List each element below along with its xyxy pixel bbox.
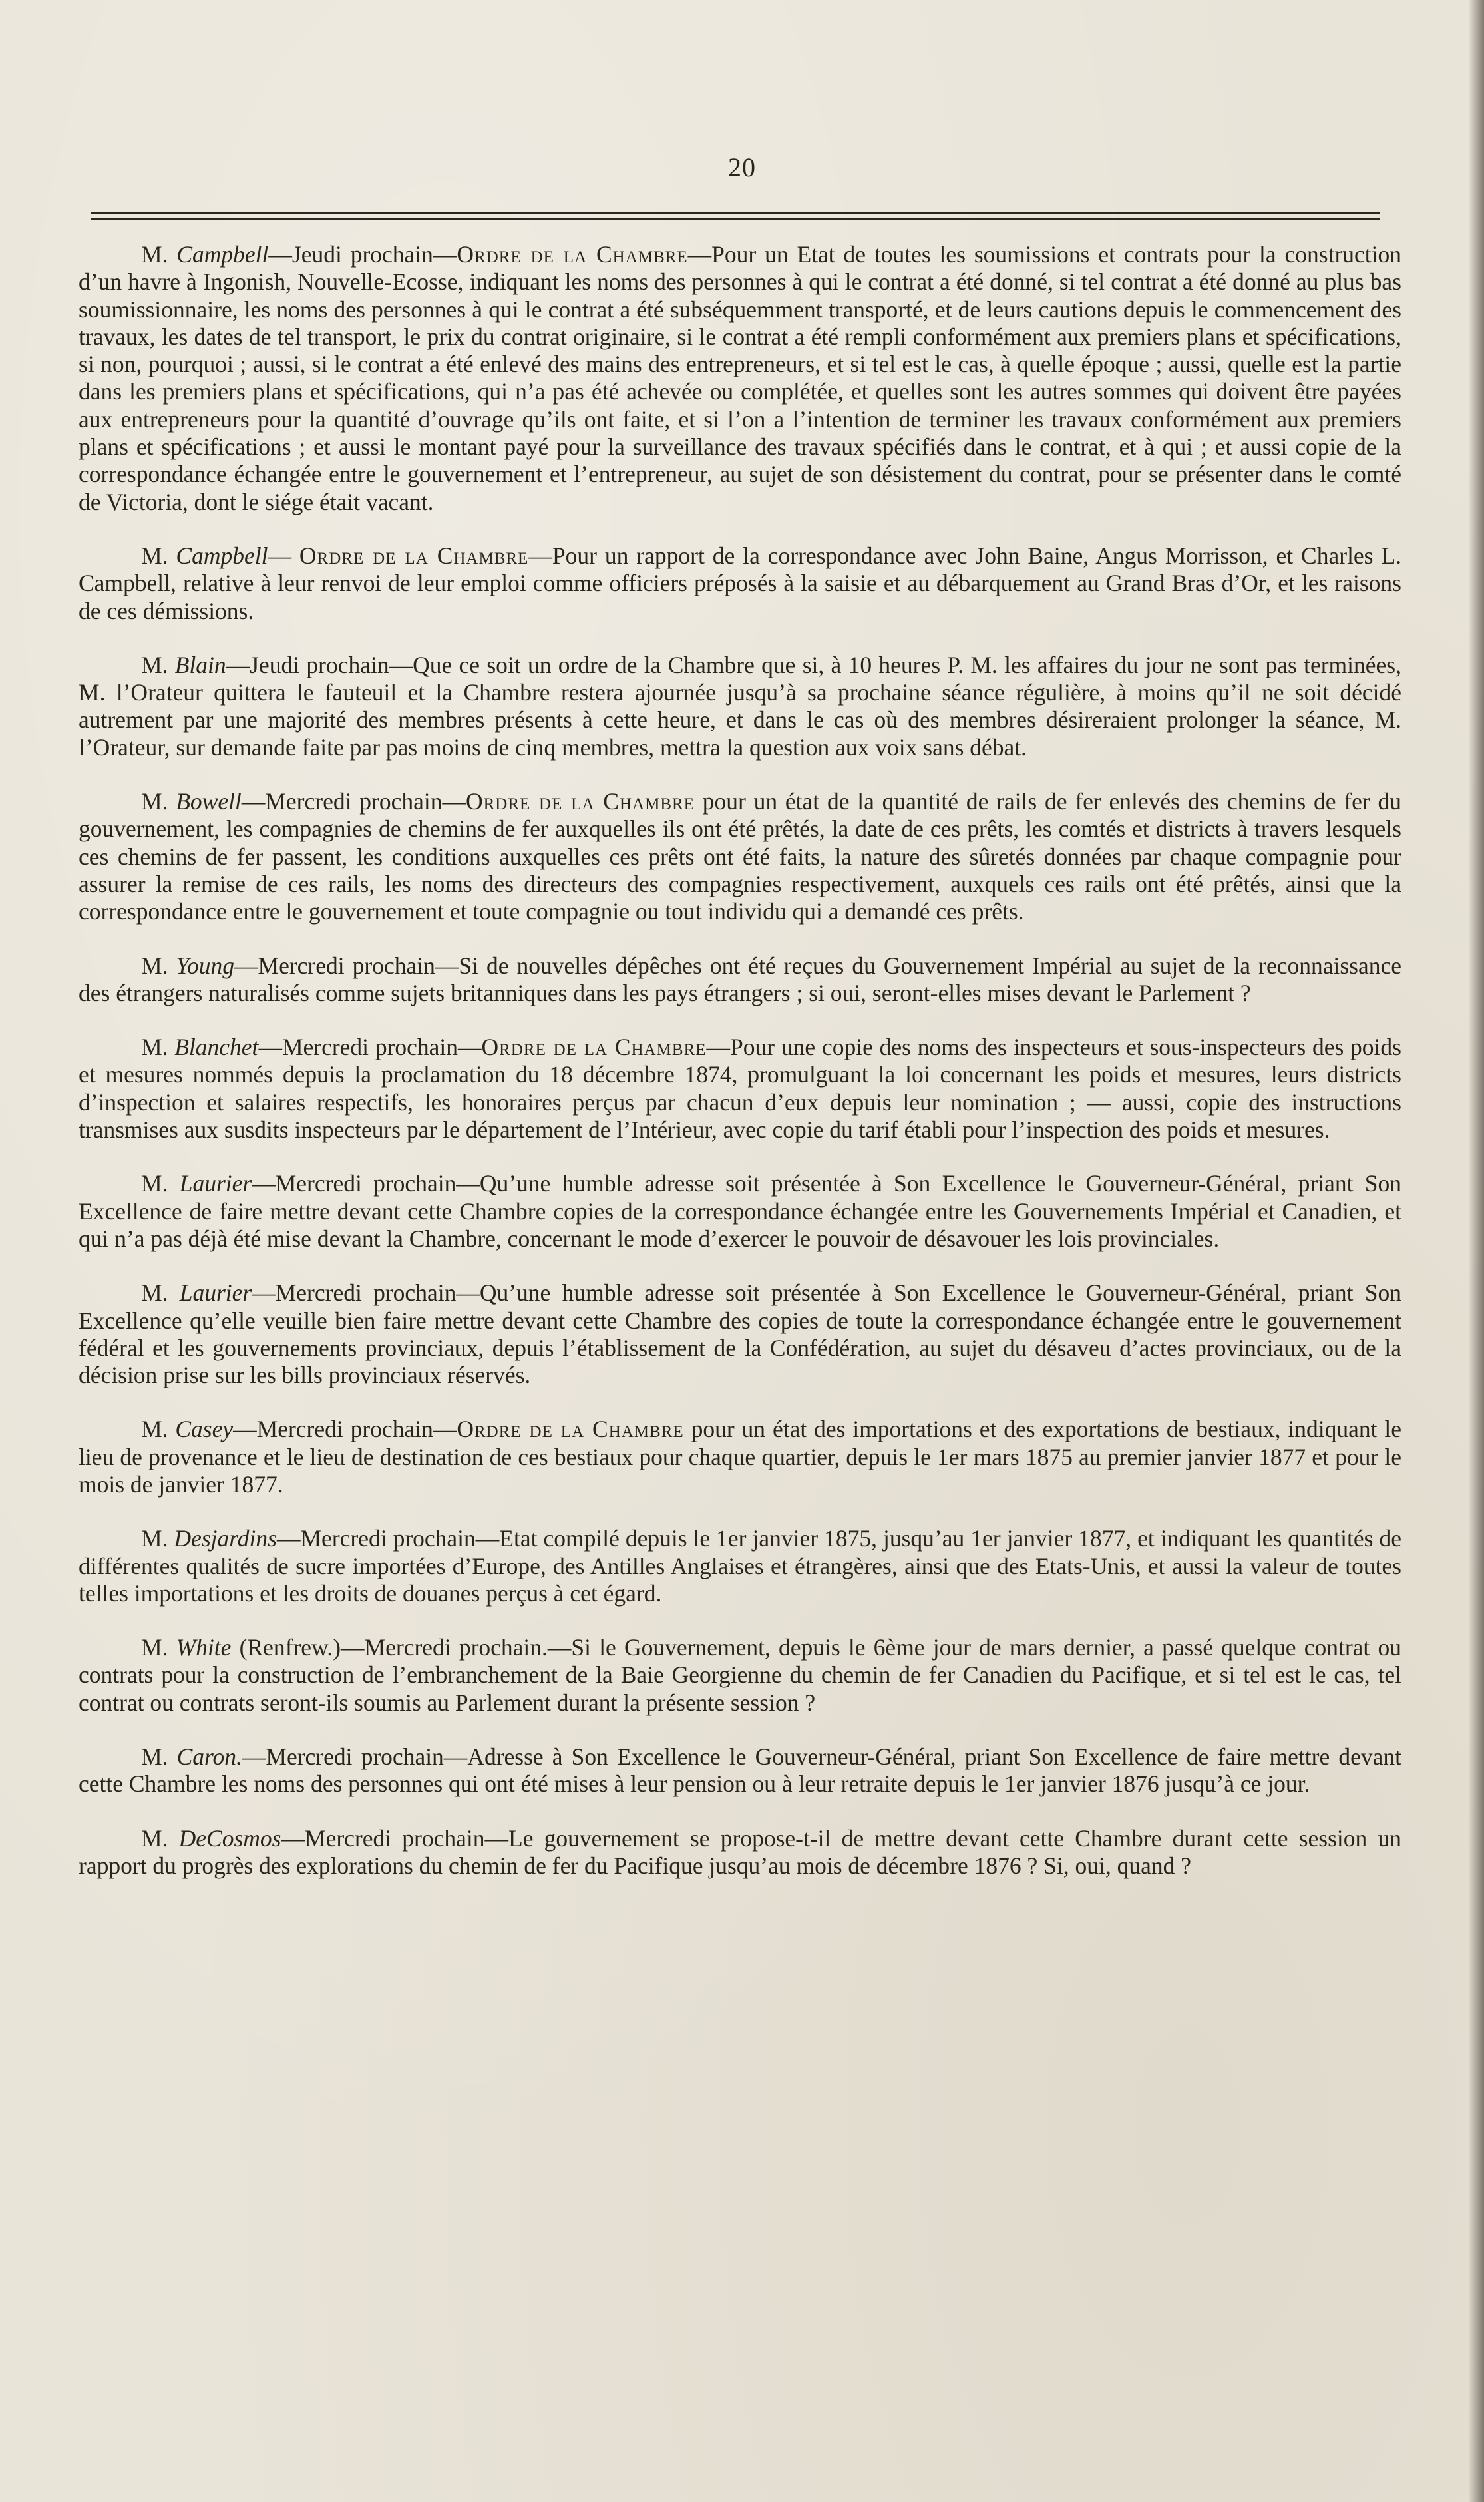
order-of-house: Ordre de la Chambre <box>465 788 695 815</box>
notice-text: —Pour un rapport de la correspondance avec John Baine, Angus Morrisson, et Charles L. Campbell, relative à leur renvoi de leur emploi comme officiers préposés à la saisie et au débarquement au Grand Bras d’Or, et les raisons de ces démissions. <box>79 542 1402 624</box>
notice-paragraph <box>79 1170 1401 1253</box>
notice-paragraph <box>79 788 1401 925</box>
notices-body <box>79 241 1401 1880</box>
order-of-house: Ordre de la Chambre <box>457 1416 684 1443</box>
notice-text: Etat compilé depuis le 1er janvier 1875, jusqu’au 1er janvier 1877, et indiquant les quantités de différentes qualités de sucre importées d’Europe, des Antilles Anglaises et étrangères, ainsi que des Etats-Unis, et aussi la valeur de toutes telles importations et les droits de douanes perçus à cet égard. <box>79 1525 1401 1607</box>
notice-paragraph <box>79 241 1401 516</box>
member-name: Campbell <box>176 241 269 268</box>
member-name: Laurier <box>179 1170 252 1197</box>
member-prefix: M. <box>141 1525 174 1552</box>
member-prefix: M. <box>141 1416 176 1443</box>
notice-lead: (Renfrew.)—Mercredi prochain.— <box>231 1634 572 1661</box>
member-prefix: M. <box>141 1634 176 1661</box>
notice-text: Que ce soit un ordre de la Chambre que si, à 10 heures P. M. les affaires du jour ne sont pas terminées, M. l’Orateur quittera le fauteuil et la Chambre restera ajournée jusqu’à sa prochaine séance régulière, à moins qu’il ne soit décidé autrement par une majorité des membres présents à cette heure, et dans le cas où des membres désireraient prolonger la séance, M. l’Orateur, sur demande faite par pas moins de cinq membres, mettra la question aux voix sans débat. <box>79 651 1401 761</box>
notice-text: pour un état des importations et des exportations de bestiaux, indiquant le lieu de provenance et le lieu de destination de ces bestiaux pour chaque quartier, depuis le 1er mars 1875 au premier janvier 1877 et pour le mois de janvier 1877. <box>79 1416 1401 1498</box>
notice-text: Qu’une humble adresse soit présentée à Son Excellence le Gouverneur-Général, priant Son Excellence de faire mettre devant cette Chambre copies de la correspondance échangée entre les Gouvernements Impérial et Canadien, et qui n’a pas déjà été mise devant la Chambre, concernant le mode d’exercer le pouvoir de désavouer les lois provinciales. <box>79 1170 1401 1252</box>
member-name: Desjardins <box>174 1525 277 1552</box>
notice-paragraph <box>79 1743 1401 1798</box>
notice-lead: —Jeudi prochain— <box>226 651 413 678</box>
member-prefix: M. <box>141 1743 177 1771</box>
member-prefix: M. <box>141 1170 180 1197</box>
notice-paragraph <box>79 542 1401 625</box>
member-prefix: M. <box>141 1034 175 1061</box>
notice-lead: —Jeudi prochain— <box>268 241 457 268</box>
order-of-house: Ordre de la Chambre <box>481 1034 707 1061</box>
notice-lead: —Mercredi prochain— <box>252 1279 480 1307</box>
member-prefix: M. <box>141 1824 179 1852</box>
notice-paragraph <box>79 1279 1401 1389</box>
member-prefix: M. <box>141 651 175 678</box>
member-name: Campbell <box>176 542 268 569</box>
notice-text: Qu’une humble adresse soit présentée à Son Excellence le Gouverneur-Général, priant Son Excellence qu’elle veuille bien faire mettre devant cette Chambre des copies de toute la correspondance échangée entre le gouvernement fédéral et les gouvernements provinciaux, depuis l’établissement de la Confédération, au sujet du désaveu d’actes provinciaux, ou de la décision prise sur les bills provinciaux réservés. <box>79 1279 1401 1389</box>
notice-lead: —Mercredi prochain— <box>252 1170 480 1197</box>
notice-text: Adresse à Son Excellence le Gouverneur-Général, priant Son Excellence de faire mettre devant cette Chambre les noms des personnes qui ont été mises à leur pension ou à leur retraite depuis le 1er janvier 1876 jusqu’à ce jour. <box>79 1743 1401 1798</box>
member-prefix: M. <box>141 788 176 815</box>
notice-paragraph <box>79 952 1401 1008</box>
notice-lead: —Mercredi prochain— <box>241 788 466 815</box>
notice-text: —Pour une copie des noms des inspecteurs et sous-inspecteurs des poids et mesures nommés depuis la proclamation du 18 décembre 1874, promulguant la loi concernant les poids et mesures, leurs districts d’inspection et salaires respectifs, les honoraires perçus par chacun d’eux depuis leur nomination ; — aussi, copie des instructions transmises aux susdits inspecteurs par le département de l’Intérieur, avec copie du tarif établi pour l’inspection des poids et mesures. <box>79 1034 1401 1144</box>
page-number: 20 <box>728 152 756 182</box>
member-name: Blanchet <box>174 1034 259 1061</box>
notice-lead: —Mercredi prochain— <box>233 1416 457 1443</box>
notice-lead: — <box>268 542 299 569</box>
member-prefix: M. <box>141 241 177 268</box>
order-of-house: Ordre de la Chambre <box>457 241 688 268</box>
member-name: DeCosmos <box>178 1824 281 1852</box>
member-prefix: M. <box>141 542 176 569</box>
member-name: Caron. <box>176 1743 242 1771</box>
header-rule-bottom <box>91 218 1380 220</box>
member-name: Laurier <box>179 1279 252 1307</box>
notice-lead: —Mercredi prochain— <box>281 1824 509 1852</box>
header-rule-top <box>91 212 1380 214</box>
member-prefix: M. <box>141 952 176 979</box>
notice-paragraph <box>79 1034 1401 1144</box>
notice-text: Si de nouvelles dépêches ont été reçues du Gouvernement Impérial au sujet de la reconnaissance des étrangers naturalisés comme sujets britanniques dans les pays étrangers ; si oui, seront-elles mises devant le Parlement ? <box>79 952 1401 1006</box>
notice-paragraph <box>79 1416 1401 1498</box>
member-name: Young <box>176 952 234 979</box>
member-name: Blain <box>174 651 226 678</box>
member-name: Casey <box>175 1416 234 1443</box>
notice-lead: —Mercredi prochain— <box>276 1525 500 1552</box>
notice-paragraph <box>79 1525 1401 1607</box>
member-prefix: M. <box>141 1279 180 1307</box>
notice-text: pour un état de la quantité de rails de fer enlevés des chemins de fer du gouvernement, les compagnies de chemins de fer auxquelles ils ont été prêtés, la date de ces prêts, les comtés et districts à travers lesquels ces chemins de fer passent, les conditions auxquelles ces prêts ont été faits, la nature des sûretés données par chaque compagnie pour assurer la remise de ces rails, les noms des directeurs des compagnies respectivement, auxquels ces rails ont été prêtés, ainsi que la correspondance entre le gouvernement et toute compagnie ou tout individu qui a demandé ces prêts. <box>79 788 1401 925</box>
notice-lead: —Mercredi prochain— <box>234 952 459 979</box>
notice-text: Si le Gouvernement, depuis le 6ème jour de mars dernier, a passé quelque contrat ou contrats pour la construction de l’embranchement de la Baie Georgienne du chemin de fer Canadien du Pacifique, et si tel est le cas, tel contrat ou contrats seront-ils soumis au Parlement durant la présente session ? <box>79 1634 1401 1716</box>
order-of-house: Ordre de la Chambre <box>299 542 529 569</box>
notice-paragraph <box>79 1634 1401 1717</box>
notice-lead: —Mercredi prochain— <box>242 1743 468 1771</box>
page-edge-shadow <box>1469 0 1484 2502</box>
notice-paragraph <box>79 652 1401 761</box>
notice-text: —Pour un Etat de toutes les soumissions et contrats pour la construction d’un havre à Ingonish, Nouvelle-Ecosse, indiquant les noms des personnes à qui le contrat a été donné, si tel contrat a été donné au plus bas soumissionnaire, les noms des personnes à qui le contrat a été subséquemment transporté, et de leurs cautions depuis le commencement des travaux, les dates de tel transport, le prix du contrat originaire, si le contrat a été rempli conformément aux premiers plans et spécifications, si non, pourquoi ; aussi, si le contrat a été enlevé des mains des entrepreneurs, et si tel est le cas, à quelle époque ; aussi, quelle est la partie dans les premiers plans et spécifications, qui n’a pas été achevée ou complétée, et quelles sont les autres sommes qui doivent être payées aux entrepreneurs pour la quantité d’ouvrage qu’ils ont faite, et si l’on a l’intention de terminer les travaux conformément aux premiers plans et spécifications ; et aussi le montant payé pour la surveillance des travaux spécifiés dans le contrat, et à qui ; et aussi copie de la correspondance échangée entre le gouvernement et l’entrepreneur, au sujet de son désistement du contrat, pour se présenter dans le comté de Victoria, dont le siége était vacant. <box>79 241 1402 515</box>
member-name: White <box>176 1634 232 1661</box>
notice-text: Le gouvernement se propose-t-il de mettre devant cette Chambre durant cette session un rapport du progrès des explorations du chemin de fer du Pacifique jusqu’au mois de décembre 1876 ? Si, oui, quand ? <box>79 1824 1401 1879</box>
notice-lead: —Mercredi prochain— <box>258 1034 482 1061</box>
notice-paragraph <box>79 1825 1401 1880</box>
member-name: Bowell <box>176 788 242 815</box>
